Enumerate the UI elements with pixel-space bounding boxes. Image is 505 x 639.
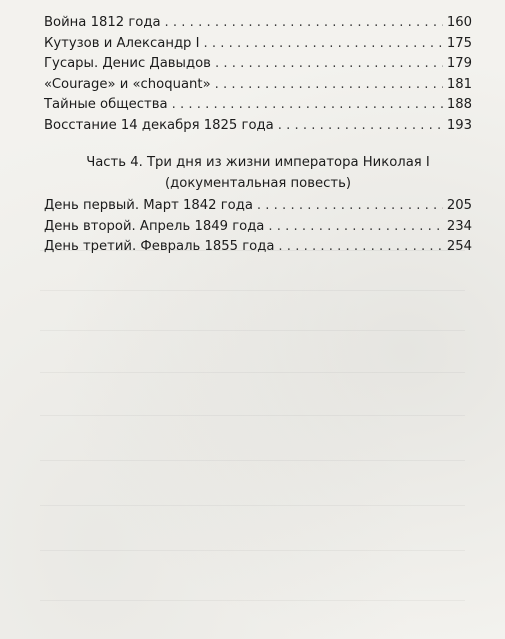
leader-dots — [204, 34, 443, 55]
toc-entry-page: 160 — [446, 15, 472, 30]
part-heading-subtitle: (документальная повесть) — [164, 175, 351, 191]
leader-dots — [278, 116, 443, 137]
bleed-through-line — [40, 505, 465, 506]
part-heading — [44, 153, 472, 194]
toc-entry-page: 179 — [446, 56, 472, 71]
toc-entry — [44, 116, 472, 137]
toc-entry-title: День третий. Февраль 1855 года — [44, 239, 275, 254]
toc-entry — [44, 54, 472, 75]
toc-entry-page: 234 — [446, 218, 472, 234]
part4-entries — [44, 196, 472, 258]
toc-entry-page: 193 — [446, 117, 472, 133]
leader-dots — [215, 54, 443, 75]
part-heading-title: Часть 4. Три дня из жизни императора Николая I — [86, 155, 430, 170]
toc-entry — [44, 237, 472, 258]
bleed-through-line — [40, 330, 465, 331]
toc-entry-title: Гусары. Денис Давыдов — [44, 56, 211, 71]
leader-dots — [268, 217, 442, 238]
bleed-through-line — [40, 460, 465, 461]
bleed-through-line — [40, 372, 465, 373]
toc-entry — [44, 217, 472, 238]
toc-entry-title: Война 1812 года — [44, 15, 161, 30]
toc-entry — [44, 75, 472, 96]
toc-entry-title: День второй. Апрель 1849 года — [44, 218, 265, 234]
toc-entry-title: Восстание 14 декабря 1825 года — [44, 117, 274, 133]
toc-entry-title: День первый. Март 1842 года — [44, 198, 253, 213]
toc-entry — [44, 13, 472, 34]
toc-entry-title: Тайные общества — [44, 97, 168, 112]
toc-entry-title: Кутузов и Александр I — [44, 35, 200, 51]
toc-entry-page: 254 — [446, 239, 472, 254]
toc-entry — [44, 34, 472, 55]
toc-entry-page: 175 — [446, 35, 472, 51]
leader-dots — [215, 75, 443, 96]
toc-entry-page: 188 — [446, 97, 472, 112]
leader-dots — [278, 237, 442, 258]
toc-entry-page: 181 — [446, 76, 472, 92]
table-of-contents — [44, 13, 472, 258]
bleed-through-line — [40, 550, 465, 551]
leader-dots — [257, 196, 443, 217]
toc-entry-page: 205 — [446, 198, 472, 213]
leader-dots — [172, 95, 443, 116]
bleed-through-line — [40, 415, 465, 416]
toc-entry — [44, 95, 472, 116]
toc-entry-title: «Courage» и «choquant» — [44, 76, 211, 92]
bleed-through-line — [40, 290, 465, 291]
bleed-through-line — [40, 600, 465, 601]
leader-dots — [165, 13, 443, 34]
toc-entry — [44, 196, 472, 217]
